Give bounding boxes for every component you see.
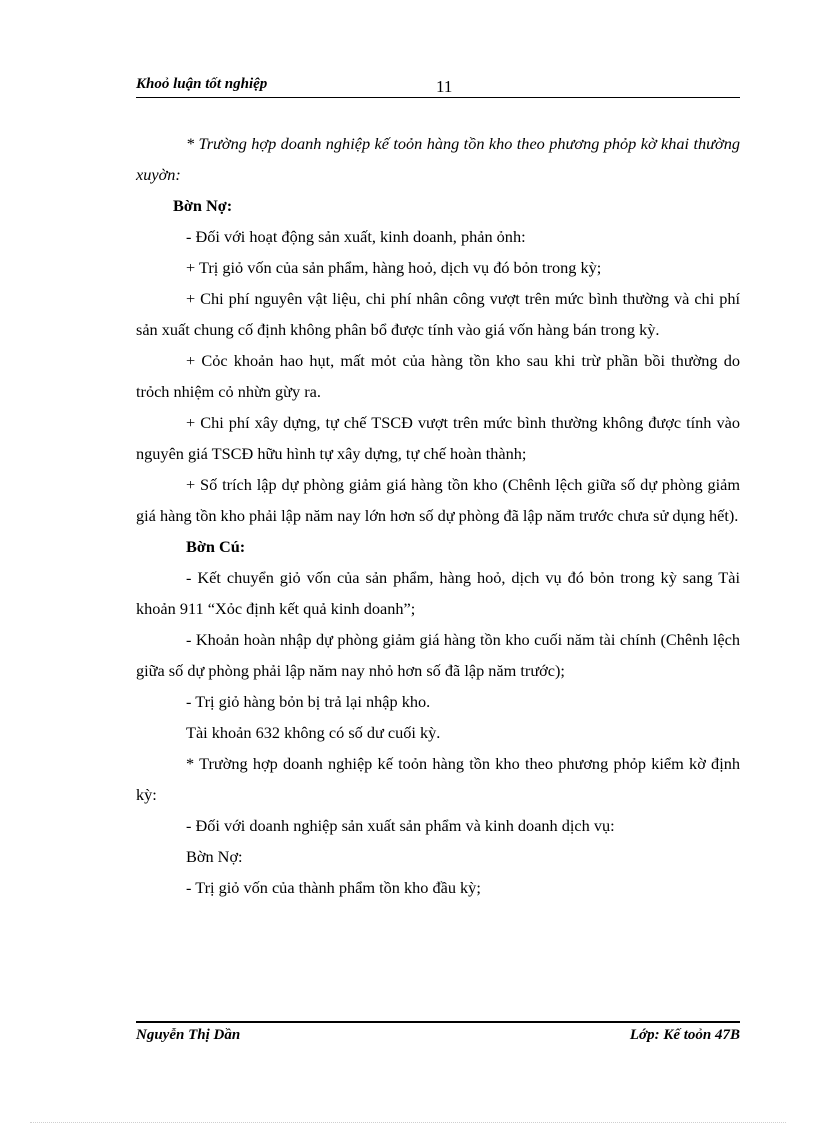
paragraph-opening-finished-goods: - Trị giỏ vốn của thành phẩm tồn kho đầu kỳ; <box>186 878 481 897</box>
footer-class: Lớp: Kế toỏn 47B <box>629 1027 740 1043</box>
footer-rule <box>136 1021 740 1023</box>
header-title: Khoỏ luận tốt nghiệp <box>136 76 268 92</box>
page-number: 11 <box>436 77 453 96</box>
paragraph-case-perpetual: * Trường hợp doanh nghiệp kế toỏn hàng tồn kho theo phương phỏp kờ khai thường xuyờn: <box>136 134 740 184</box>
page-header <box>136 76 740 98</box>
paragraph-manufacturing-services: - Đối với doanh nghiệp sản xuất sản phẩm và kinh doanh dịch vụ: <box>186 816 615 835</box>
heading-credit-side: Bờn Cú: <box>186 537 246 556</box>
paragraph-production-activities: - Đối với hoạt động sản xuất, kinh doanh, phản ỏnh: <box>186 227 526 246</box>
paragraph-case-periodic: * Trường hợp doanh nghiệp kế toỏn hàng tồn kho theo phương phỏp kiểm kờ định kỳ: <box>136 754 740 804</box>
heading-debit-side-2: Bờn Nợ: <box>186 847 243 866</box>
heading-debit-side: Bờn Nợ: <box>173 196 233 215</box>
paragraph-inventory-losses: + Cỏc khoản hao hụt, mất mỏt của hàng tồn kho sau khi trừ phần bồi thường do trỏch nhiệm cỏ nhừn gừy ra. <box>136 351 740 401</box>
paragraph-fixed-asset-construction: + Chi phí xây dựng, tự chế TSCĐ vượt trên mức bình thường không được tính vào nguyên giá TSCĐ hữu hình tự xây dựng, tự chế hoàn thành; <box>136 413 740 463</box>
paragraph-transfer-to-911: - Kết chuyển giỏ vốn của sản phẩm, hàng hoỏ, dịch vụ đó bỏn trong kỳ sang Tài khoản 911 “Xỏc định kết quả kinh doanh”; <box>136 568 740 618</box>
paragraph-cost-of-goods-sold: + Trị giỏ vốn của sản phẩm, hàng hoỏ, dịch vụ đó bỏn trong kỳ; <box>186 258 602 277</box>
paragraph-no-ending-balance: Tài khoản 632 không có số dư cuối kỳ. <box>186 723 441 742</box>
paragraph-inventory-provision: + Số trích lập dự phòng giảm giá hàng tồn kho (Chênh lệch giữa số dự phòng giảm giá hàng tồn kho phải lập năm nay lớn hơn số dự phòng đã lập năm trước chưa sử dụng hết). <box>136 475 740 525</box>
footer-author: Nguyễn Thị Dần <box>136 1027 241 1043</box>
paragraph-provision-reversal: - Khoản hoàn nhập dự phòng giảm giá hàng tồn kho cuối năm tài chính (Chênh lệch giữa số dự phòng phải lập năm nay nhỏ hơn số đã lập năm trước); <box>136 630 740 680</box>
paragraph-returned-goods: - Trị giỏ hàng bỏn bị trả lại nhập kho. <box>186 692 431 711</box>
paragraph-excess-production-costs: + Chi phí nguyên vật liệu, chi phí nhân công vượt trên mức bình thường và chi phí sản xuất chung cố định không phân bổ được tính vào giá vốn hàng bán trong kỳ. <box>136 289 740 339</box>
header-rule <box>136 97 740 98</box>
page-footer <box>136 1027 740 1049</box>
document-body <box>136 128 740 903</box>
